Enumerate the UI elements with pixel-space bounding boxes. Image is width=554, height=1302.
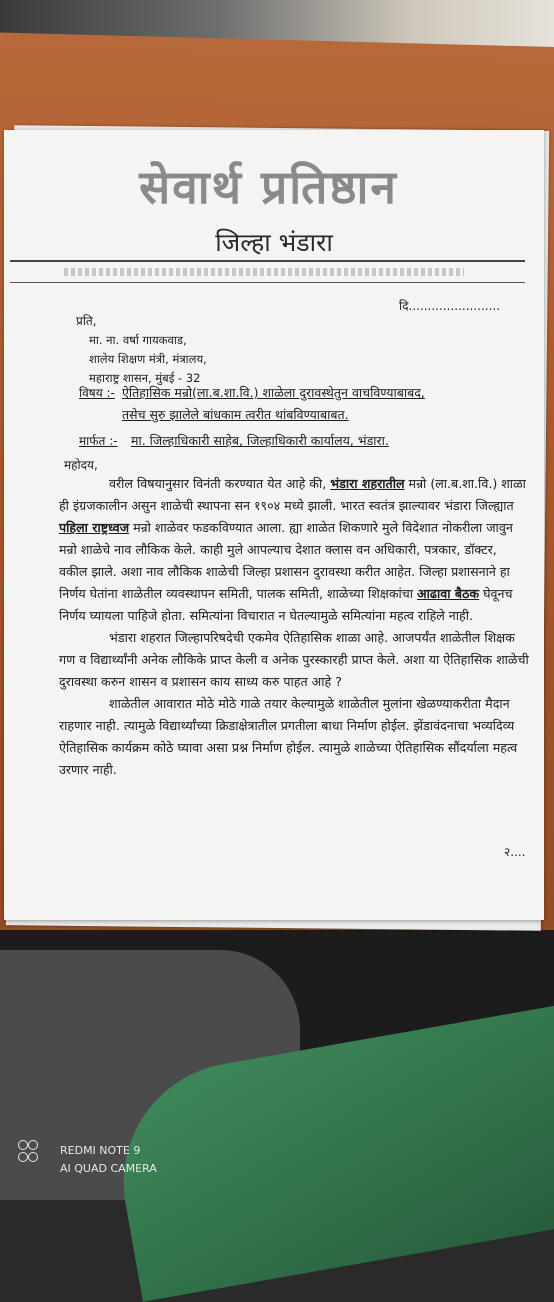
highlight-text: पहिला राष्ट्रध्वज <box>59 520 130 535</box>
body-text: घेवूनच निर्णय घ्यायला पाहिजे होता. समित्यांना विचारात न घेतल्यामुळे समित्यांना महत्व राहिले नाही. <box>59 586 513 623</box>
subject-label: विषय :- <box>79 386 115 400</box>
salutation: महोदय, <box>64 458 98 472</box>
body-text: शाळेतील आवारात मोठे मोठे गाळे तयार केल्यामुळे शाळेतील मुलांना खेळण्याकरीता मैदान राहणार नाही. त्यामुळे विद्यार्थ्यांच्या क्रिडाक्षेत्रातील प्रगतीला बाधा निर्माण होईल. झेंडावंदनाचा भव्यदिव्य ऐतिहासिक कार्यक्रम कोठे घ्यावा असा प्रश्न निर्माण होईल. त्यामुळे शाळेच्या ऐतिहासिक सौंदर्याला महत्व उरणार नाही. <box>59 696 518 777</box>
body-text: भंडारा शहरात जिल्हापरिषदेची एकमेव ऐतिहासिक शाळा आहे. आजपर्यंत शाळेतील शिक्षक गण व विद्यार्थ्यांनी अनेक लौकिके प्राप्त केली व अनेक पुरस्कारही प्राप्त केले. अशा या ऐतिहासिक शाळेची दुरावस्था करुन शासन व प्रशासन काय साध्य करु पाहत आहे ? <box>59 630 529 689</box>
letterhead-rule-lower <box>10 282 525 283</box>
letterhead-faint-text <box>64 268 464 276</box>
recipient-line: मा. ना. वर्षा गायकवाड, <box>89 333 187 347</box>
highlight-text: आढावा बैठक <box>417 586 480 601</box>
letter-body <box>59 473 529 781</box>
camera-lens-icon <box>18 1140 34 1176</box>
watermark-camera: AI QUAD CAMERA <box>60 1162 157 1175</box>
letterhead-district: जिल्हा भंडारा <box>215 228 333 257</box>
letterhead-rule <box>10 260 525 262</box>
page-number: २.... <box>504 845 526 859</box>
recipient-to: प्रति, <box>76 314 97 328</box>
body-paragraph-2 <box>59 627 529 693</box>
letter-paper <box>4 130 544 920</box>
body-text: वरील विषयानुसार विनंती करण्यात येत आहे की, <box>109 476 331 491</box>
body-text: मन्रो शाळेवर फडकविण्यात आला. ह्या शाळेत शिकणारे मुले विदेशात नोकरीला जावुन मन्रो शाळेचे नाव लौकिक केले. काही मुले आपल्याच देशात क्लास वन अधिकारी, पत्रकार, डॉक्टर, वकील झाले. अशा नाव लौकिक शाळेची जिल्हा प्रशासन दुरावस्था करीत आहेत. जिल्हा प्रशासनाने हा निर्णय घेतांना शाळेतील व्यवस्थापन समिती, पालक समिती, शाळेच्या शिक्षकांचा <box>59 520 513 601</box>
body-paragraph-1 <box>59 473 529 627</box>
body-paragraph-3 <box>59 693 529 781</box>
body-text: मन्रो (ला.ब.शा.वि.) शाळा ही इंग्रजकालीन असुन शाळेची स्थापना सन १९०४ मध्ये झाली. भारत स्वतंत्र झाल्यावर भंडारा जिल्ह्यात <box>59 476 526 513</box>
recipient-line: शालेय शिक्षण मंत्री, मंत्रालय, <box>89 352 207 366</box>
date-field: दि........................ <box>399 299 501 313</box>
via-label: मार्फत :- <box>79 434 118 448</box>
watermark-model: REDMI NOTE 9 <box>60 1144 141 1157</box>
via-text: मा. जिल्हाधिकारी साहेब, जिल्हाधिकारी कार्यालय, भंडारा. <box>131 433 389 448</box>
recipient-line: महाराष्ट्र शासन, मुंबई - 32 <box>89 371 201 385</box>
subject-line-2: तसेच सुरु झालेले बांधकाम त्वरीत थांबविण्याबाबत. <box>122 407 349 422</box>
subject-line-1: ऐतिहासिक मन्रो(ला.ब.शा.वि.) शाळेला दुरावस्थेतुन वाचविण्याबाबद, <box>122 385 425 400</box>
letterhead-organization: सेवार्थ प्रतिष्ठान <box>139 160 398 214</box>
highlight-text: भंडारा शहरातील <box>330 476 405 491</box>
